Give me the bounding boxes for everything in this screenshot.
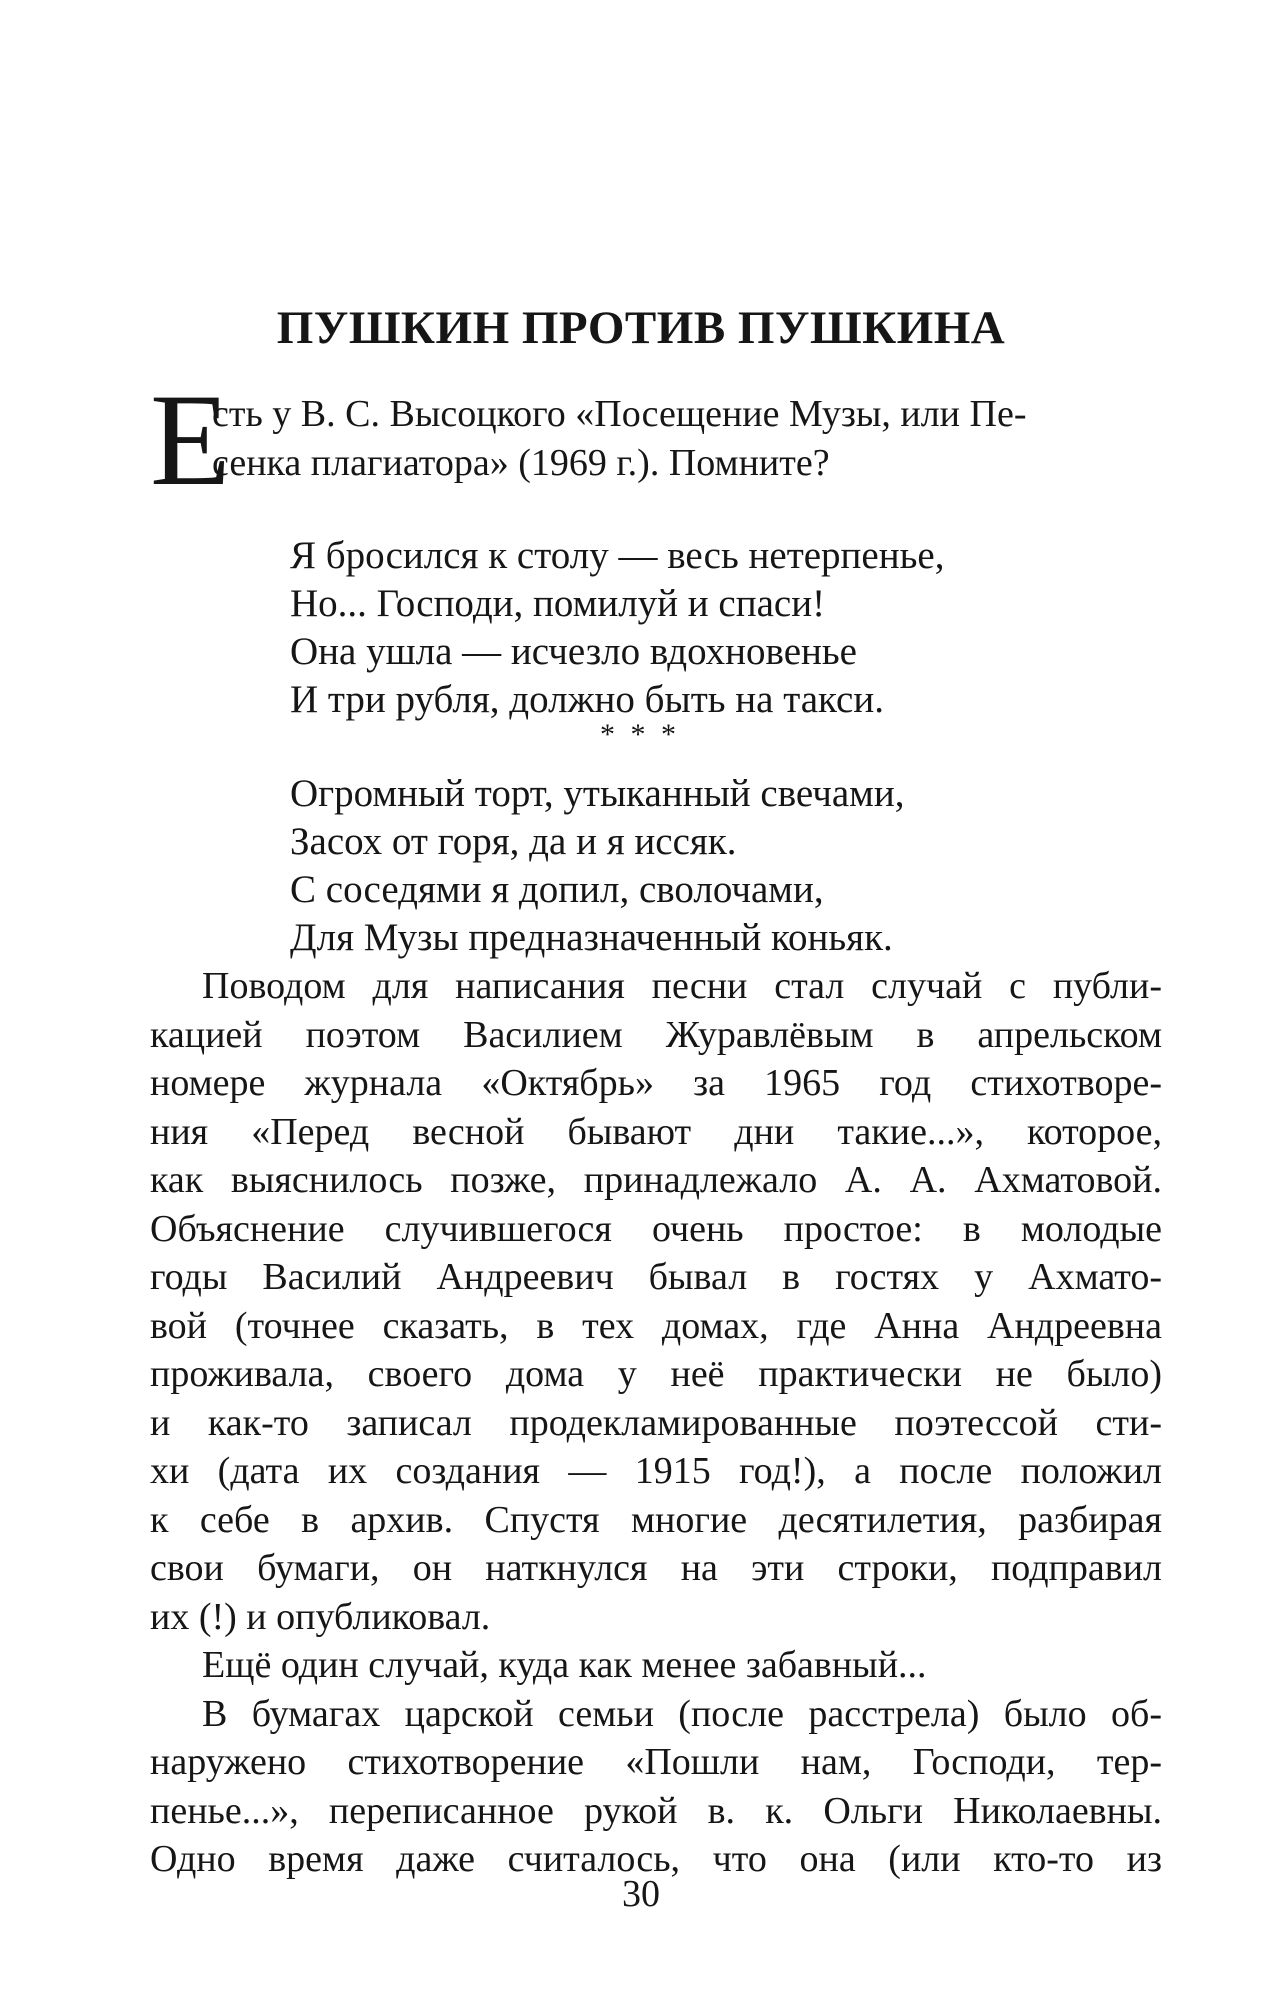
drop-cap: Е — [150, 366, 231, 513]
text-line: Объяснение случившегося очень простое: в молодые — [150, 1207, 1162, 1250]
text-line: пенье...», переписанное рукой в. к. Ольги Николаевны. — [150, 1789, 1162, 1832]
text-line: хи (дата их создания — 1915 год!), а после положил — [150, 1450, 1162, 1492]
poem-line: Засох от горя, да и я иссяк. — [290, 820, 737, 863]
text-line: и как-то записал продекламированные поэтессой сти- — [150, 1401, 1162, 1444]
text-line: Поводом для написания песни стал случай с публи- — [202, 965, 1162, 1007]
text-line: В бумагах царской семьи (после расстрела) было об- — [202, 1692, 1162, 1735]
text-line: свои бумаги, он наткнулся на эти строки, подправил — [150, 1547, 1162, 1589]
poem-line: Огромный торт, утыканный свечами, — [290, 772, 905, 815]
poem-line: Для Музы предназначенный коньяк. — [290, 916, 893, 959]
poem-line: И три рубля, должно быть на такси. — [290, 678, 884, 721]
text-line: вой (точнее сказать, в тех домах, где Анна Андреевна — [150, 1304, 1162, 1347]
text-line: номере журнала «Октябрь» за 1965 год стихотворе- — [150, 1062, 1162, 1104]
text-line: Одно время даже считалось, что она (или кто-то из — [150, 1838, 1162, 1880]
text-line: ния «Перед весной бывают дни такие...», которое, — [150, 1110, 1162, 1153]
stanza-separator: * * * — [600, 718, 680, 751]
page-number: 30 — [622, 1873, 660, 1915]
poem-line: С соседями я допил, сволочами, — [290, 868, 824, 911]
text-line: к себе в архив. Спустя многие десятилетия, разбирая — [150, 1498, 1162, 1541]
text-line: кацией поэтом Василием Журавлёвым в апрельском — [150, 1013, 1162, 1056]
poem-line: Но... Господи, помилуй и спаси! — [290, 582, 826, 625]
text-line: как выяснилось позже, принадлежало А. А. Ахматовой. — [150, 1159, 1162, 1201]
text-line: проживала, своего дома у неё практически не было) — [150, 1353, 1162, 1395]
poem-line: Я бросился к столу — весь нетерпенье, — [290, 534, 945, 577]
poem-stanza-2 — [290, 770, 904, 962]
poem-stanza-1 — [290, 532, 944, 724]
body-text — [150, 962, 1162, 1884]
text-line: Ещё один случай, куда как менее забавный... — [202, 1644, 927, 1686]
poem-line: Она ушла — исчезло вдохновенье — [290, 630, 857, 673]
text-line: наружено стихотворение «Пошли нам, Господи, тер- — [150, 1741, 1162, 1783]
text-line: их (!) и опубликовал. — [150, 1595, 491, 1638]
chapter-title: ПУШКИН ПРОТИВ ПУШКИНА — [276, 302, 1006, 354]
intro-line: сть у В. С. Высоцкого «Посещение Музы, или Пе- — [212, 393, 1027, 435]
text-line: годы Василий Андреевич бывал в гостях у Ахмато- — [150, 1256, 1162, 1298]
intro-paragraph — [150, 366, 1150, 513]
intro-line: сенка плагиатора» (1969 г.). Помните? — [212, 442, 830, 484]
